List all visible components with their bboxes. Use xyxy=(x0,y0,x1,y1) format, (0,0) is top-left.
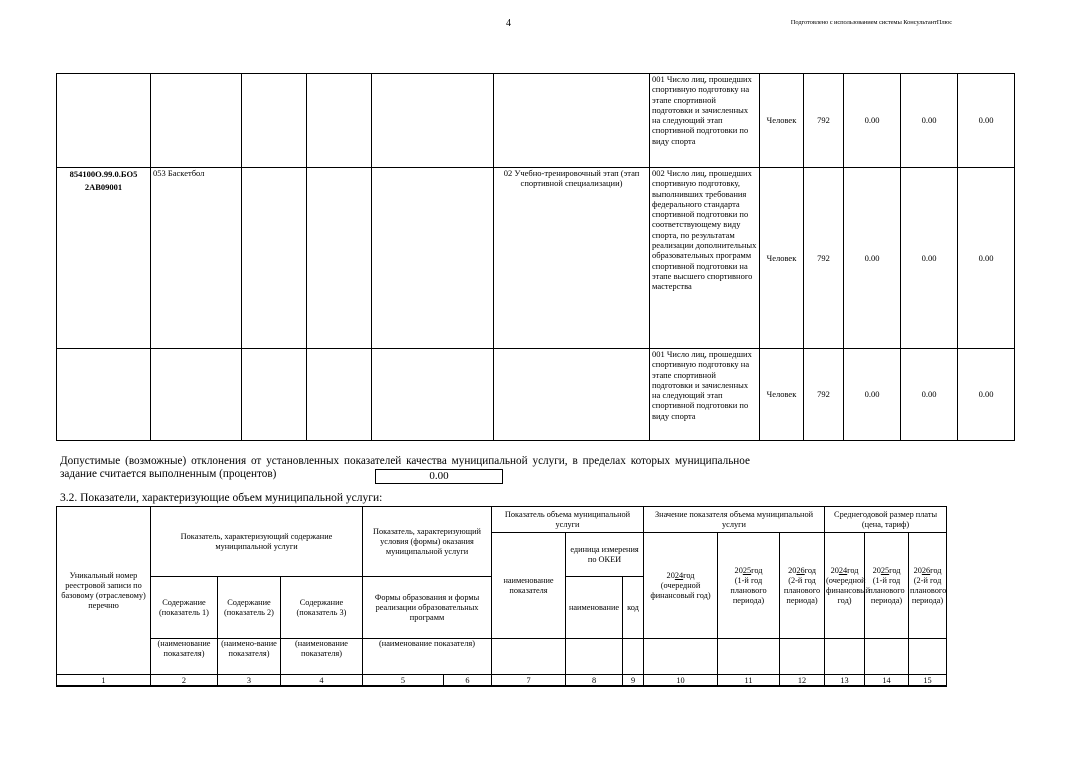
page-number: 4 xyxy=(506,18,511,29)
source-note: Подготовлено с использованием системы КонсультантПлюс xyxy=(790,19,952,26)
table-row xyxy=(57,349,1075,441)
content-cell: 053 Баскетбол xyxy=(151,168,242,349)
unit-cell: Человек xyxy=(760,168,804,349)
header-year-second: 2026год (2-й год планового периода) xyxy=(780,533,825,639)
deviation-value: 0.00 xyxy=(375,469,503,484)
indicator-name-cell: 001 Число лиц, прошедших спортивную подготовку на этапе спортивной подготовки и зачисленных на следующий этап спортивной подготовки по виду спорта xyxy=(650,74,760,168)
column-number: 10 xyxy=(644,675,718,687)
column-number: 8 xyxy=(566,675,623,687)
header-ind-name: (наименование показателя) xyxy=(151,639,218,675)
registry-code-cell xyxy=(57,349,151,441)
header-forms: Формы образования и формы реализации образовательных программ xyxy=(363,577,492,639)
deviation-text: Допустимые (возможные) отклонения от установленных показателей качества муниципальной услуги, в пределах которых муниципальное задание считается выполненным (процентов) xyxy=(60,455,750,480)
header-price-second: 2026год (2-й год планового периода) xyxy=(909,533,947,639)
column-number: 2 xyxy=(151,675,218,687)
condition-cell xyxy=(372,74,494,168)
header-unique-number: Уникальный номер реестровой записи по базовому (отраслевому) перечню xyxy=(57,507,151,675)
value-cell: 0.00 xyxy=(958,349,1015,441)
table-row xyxy=(57,74,1075,168)
condition-cell: 02 Учебно-тренировочный этап (этап спортивной специализации) xyxy=(494,168,650,349)
value-cell: 0.00 xyxy=(958,168,1015,349)
column-number: 1 xyxy=(57,675,151,687)
header-content-3: Содержание (показатель 3) xyxy=(281,577,363,639)
table-row xyxy=(57,168,1075,349)
unit-cell: Человек xyxy=(760,74,804,168)
header-content-1: Содержание (показатель 1) xyxy=(151,577,218,639)
unit-cell: Человек xyxy=(760,349,804,441)
column-number: 9 xyxy=(623,675,644,687)
column-number: 11 xyxy=(718,675,780,687)
column-number: 3 xyxy=(218,675,281,687)
column-number: 7 xyxy=(492,675,566,687)
registry-code-cell xyxy=(57,74,151,168)
header-unit-okei: единица измерения по ОКЕИ xyxy=(566,533,644,577)
value-cell: 0.00 xyxy=(901,349,958,441)
header-ind-name: (наимено-вание показателя) xyxy=(218,639,281,675)
header-content-2: Содержание (показатель 2) xyxy=(218,577,281,639)
value-cell: 0.00 xyxy=(844,349,901,441)
header-conditions-group: Показатель, характеризующий условия (формы) оказания муниципальной услуги xyxy=(363,507,492,577)
header-ind-name: (наименование показателя) xyxy=(281,639,363,675)
okei-cell: 792 xyxy=(804,168,844,349)
header-price-current: 2024год (очередной финансовый год) xyxy=(825,533,865,639)
column-number: 12 xyxy=(780,675,825,687)
header-unit-code: код xyxy=(623,577,644,639)
content-cell xyxy=(151,74,242,168)
header-volume-group: Показатель объема муниципальной услуги xyxy=(492,507,644,533)
value-cell: 0.00 xyxy=(901,74,958,168)
header-year-current: 2024год (очередной финансовый год) xyxy=(644,533,718,639)
value-cell: 0.00 xyxy=(844,168,901,349)
column-number: 4 xyxy=(281,675,363,687)
registry-code-cell: 854100О.99.0.БО5 2АВ09001 xyxy=(57,168,151,349)
header-price-first: 2025год (1-й год планового периода) xyxy=(865,533,909,639)
section-heading: 3.2. Показатели, характеризующие объем муниципальной услуги: xyxy=(60,492,383,504)
value-cell: 0.00 xyxy=(901,168,958,349)
indicator-name-cell: 001 Число лиц, прошедших спортивную подготовку на этапе спортивной подготовки и зачисленных на следующий этап спортивной подготовки по виду спорта xyxy=(650,349,760,441)
condition-cell xyxy=(494,349,650,441)
quality-indicators-table xyxy=(56,73,1075,441)
column-number: 13 xyxy=(825,675,865,687)
header-volume-name: наименование показателя xyxy=(492,533,566,639)
column-number: 5 xyxy=(363,675,444,687)
okei-cell: 792 xyxy=(804,349,844,441)
column-number: 14 xyxy=(865,675,909,687)
value-cell: 0.00 xyxy=(844,74,901,168)
header-ind-name: (наименование показателя) xyxy=(363,639,492,675)
header-unit-name: наименование xyxy=(566,577,623,639)
content-cell xyxy=(151,349,242,441)
indicator-name-cell: 002 Число лиц, прошедших спортивную подготовку, выполнивших требования федерального стандарта спортивной подготовки по соответствующему виду спорта, по результатам реализации дополнительных образовательных программ спортивной подготовки на этапе высшего спортивного мастерства xyxy=(650,168,760,349)
column-number: 15 xyxy=(909,675,947,687)
header-content-group: Показатель, характеризующий содержание муниципальной услуги xyxy=(151,507,363,577)
header-price-group: Среднегодовой размер платы (цена, тариф) xyxy=(825,507,947,533)
header-year-first: 2025год (1-й год планового периода) xyxy=(718,533,780,639)
volume-indicators-table xyxy=(56,506,947,687)
column-number: 6 xyxy=(444,675,492,687)
header-value-group: Значение показателя объема муниципальной услуги xyxy=(644,507,825,533)
okei-cell: 792 xyxy=(804,74,844,168)
value-cell: 0.00 xyxy=(958,74,1015,168)
